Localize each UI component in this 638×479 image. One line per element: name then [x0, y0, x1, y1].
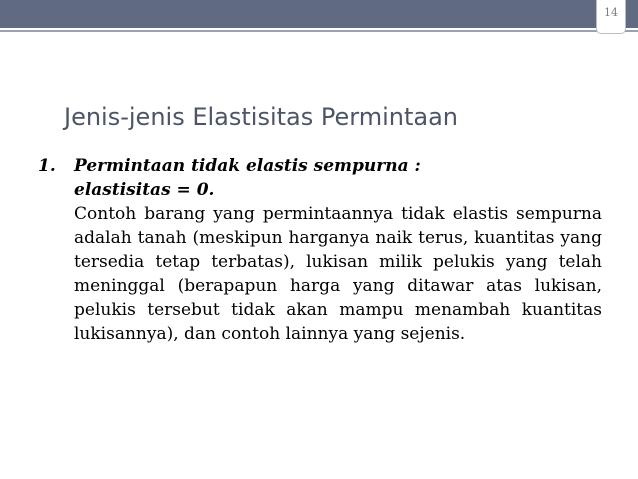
header-bar	[0, 0, 638, 28]
item-body	[74, 154, 602, 346]
item-heading-line-1: Permintaan tidak elastis sempurna :	[74, 156, 421, 176]
item-description: Contoh barang yang permintaannya tidak elastis sempurna adalah tanah (meskipun harganya naik terus, kuantitas yang tersedia tetap terbatas), lukisan milik pelukis yang telah meninggal (berapapun harga yang ditawar atas lukisan, pelukis tersebut tidak akan mampu menambah kuantitas lukisannya), dan contoh lainnya yang sejenis.	[74, 204, 602, 344]
page-number: 14	[604, 6, 618, 19]
header-divider	[0, 30, 638, 32]
item-number: 1.	[38, 156, 56, 176]
slide-content	[38, 154, 602, 346]
page-number-tab	[596, 0, 626, 34]
item-heading-line-2: elastisitas = 0.	[74, 180, 215, 200]
slide-title: Jenis-jenis Elastisitas Permintaan	[64, 103, 458, 131]
list-item	[38, 154, 602, 346]
